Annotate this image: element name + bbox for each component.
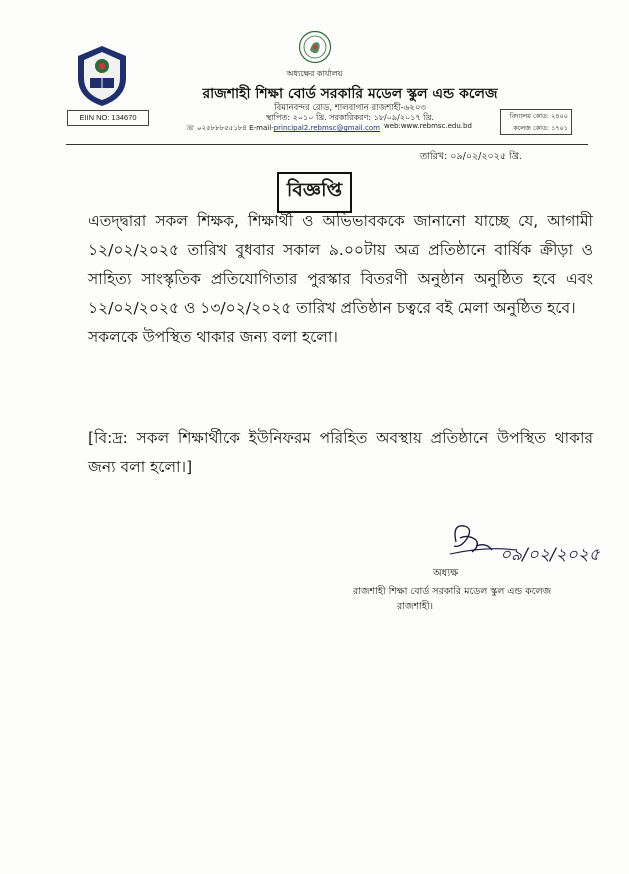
government-seal-icon (298, 30, 332, 64)
school-address: বিমানবন্দর রোড, শালবাগান রাজশাহী-৬২০৩ (274, 103, 426, 113)
header-divider (66, 144, 588, 145)
school-code: বিদ্যালয় কোড: ২৪০০ (509, 112, 568, 120)
signatory-city: রাজশাহী। (397, 601, 433, 612)
handwritten-signature (446, 516, 610, 570)
notice-body-text: এতদ্দ্বারা সকল শিক্ষক, শিক্ষার্থী ও অভিভাবককে জানানো যাচ্ছে যে, আগামী ১২/০২/২০২৫ তারিখ বুধবার সকাল ৯.০০টায় অত্র প্রতিষ্ঠানে বার্ষিক ক্রীড়া ও সাহিত্য সাংস্কৃতিক প্রতিযোগিতার পুরস্কার বিতরণী অনুষ্ঠান অনুষ্ঠিত হবে এবং ১২/০২/২০২৫ ও ১৩/০২/২০২৫ তারিখ প্রতিষ্ঠান চত্বরে বই মেলা অনুষ্ঠিত হবে। (88, 212, 593, 317)
signatory-org-name: রাজশাহী শিক্ষা বোর্ড সরকারি মডেল স্কুল এন্ড কলেজ (353, 586, 552, 597)
institution-codes (500, 109, 572, 135)
notice-body (88, 207, 593, 352)
website: web:www.rebmsc.edu.bd (384, 122, 472, 130)
signature-date: ০৯/০২/২০২৫ (500, 545, 600, 565)
notice-title: বিজ্ঞপ্তি (277, 172, 352, 213)
email-address: principal2.rebmsc@gmail.com (273, 124, 380, 132)
contact-line (186, 122, 380, 134)
school-name: রাজশাহী শিক্ষা বোর্ড সরকারি মডেল স্কুল এন্ড কলেজ (202, 86, 498, 102)
college-code: কলেজ কোড: ১৭০১ (513, 124, 568, 132)
notice-date: তারিখ: ০৯/০২/২০২৫ খ্রি. (420, 151, 522, 162)
establishment-info: স্থাপিত: ২০১০ খ্রি. সরকারিকরণ: ১৮/০৯/২০১৭ খ্রি. (266, 113, 434, 122)
notice-body-last-line: সকলকে উপস্থিত থাকার জন্য বলা হলো। (88, 328, 338, 346)
notice-note: [বি:দ্র: সকল শিক্ষার্থীকে ইউনিফরম পরিহিত অবস্থায় প্রতিষ্ঠানে উপস্থিত থাকার জন্য বলা হলো।] (88, 429, 593, 476)
school-logo-icon (74, 44, 130, 108)
signatory-title: অধ্যক্ষ (433, 568, 459, 579)
phone-number: ☏ ০২৫৮৮৮৫৫১৮৪ E-mail- (186, 124, 274, 132)
eiin-number: EIIN NO: 134670 (67, 110, 149, 126)
signatory-organization (353, 584, 593, 614)
office-label: অধ্যক্ষের কার্যালয় (286, 69, 343, 78)
